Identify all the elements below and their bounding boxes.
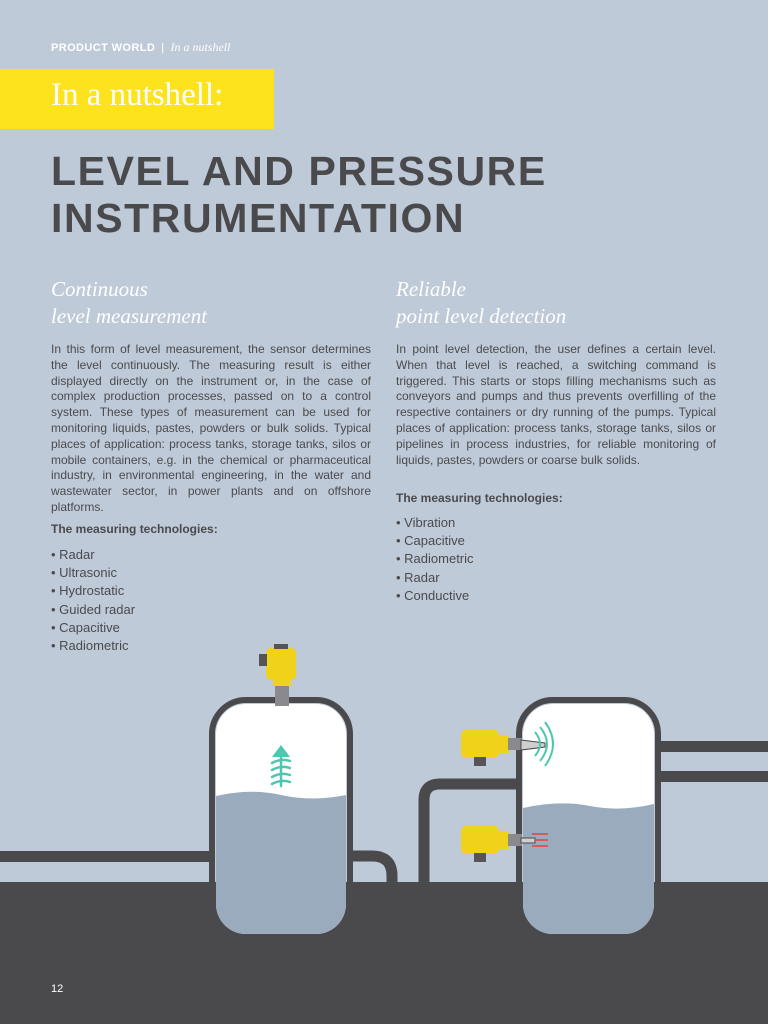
- tanks-illustration: [0, 630, 768, 1024]
- point-level-tank-liquid: [523, 803, 654, 940]
- list-item: • Vibration: [396, 514, 474, 532]
- list-item: • Radar: [396, 569, 474, 587]
- continuous-heading-line-1: Continuous: [51, 277, 148, 301]
- list-item: • Conductive: [396, 587, 474, 605]
- continuous-tank-liquid: [216, 792, 346, 940]
- list-item: • Capacitive: [51, 619, 135, 637]
- list-item: • Radiometric: [51, 637, 135, 655]
- point-level-heading: [396, 276, 716, 342]
- continuous-heading-line-2: level measurement: [51, 304, 208, 328]
- list-item: • Capacitive: [396, 532, 474, 550]
- page-title-line-2: INSTRUMENTATION: [51, 195, 466, 241]
- continuous-tech-label: The measuring technologies:: [51, 522, 218, 536]
- page-title-line-1: LEVEL AND PRESSURE: [51, 148, 547, 194]
- list-item: • Hydrostatic: [51, 582, 135, 600]
- list-item: • Ultrasonic: [51, 564, 135, 582]
- point-level-body-text: In point level detection, the user defines a certain level. When that level is reached, a switching command is triggered. This starts or stops filling mechanisms such as conveyors and pumps and thus prevents overfilling of the respective containers or dry running of the pumps. Typical places of application: process tanks, storage tanks, silos or pipelines in process industries, for reliable monitoring of liquids, pastes, powders or coarse bulk solids.: [396, 342, 716, 467]
- header-section: PRODUCT WORLD: [51, 42, 156, 54]
- banner-text: In a nutshell:: [51, 77, 224, 113]
- point-level-tech-list: [396, 514, 474, 605]
- page-number: 12: [51, 983, 64, 995]
- header-separator: |: [161, 42, 165, 54]
- list-item: • Radiometric: [396, 550, 474, 568]
- connector-pipe-left: [347, 856, 392, 884]
- left-pipe: [0, 851, 215, 862]
- outlet-pipe-lower: [656, 771, 768, 782]
- point-level-column: [396, 276, 716, 603]
- continuous-body-text: In this form of level measurement, the sensor determines the level continuously. The measuring result is either displayed directly on the instrument or, in the case of complex production processes, passed on to a control system. These types of measurement can be used for monitoring liquids, pastes, powders or bulk solids. Typical places of application: process tanks, storage tanks, silos or mobile containers, e.g. in the chemical or pharmaceutical industry, in environmental engineering, in the water and wastewater sector, in power plants and on offshore platforms.: [51, 342, 371, 514]
- point-level-tech-label: The measuring technologies:: [396, 491, 563, 505]
- continuous-heading: [51, 276, 371, 342]
- running-header: [51, 40, 230, 55]
- header-subsection: In a nutshell: [170, 40, 231, 54]
- point-level-heading-line-2: point level detection: [396, 304, 567, 328]
- list-item: • Radar: [51, 546, 135, 564]
- list-item: • Guided radar: [51, 601, 135, 619]
- page-title: [51, 148, 731, 242]
- continuous-measurement-column: [51, 276, 371, 654]
- radar-level-sensor-icon: [259, 644, 296, 706]
- outlet-pipe-upper: [656, 741, 768, 752]
- point-level-heading-line-1: Reliable: [396, 277, 466, 301]
